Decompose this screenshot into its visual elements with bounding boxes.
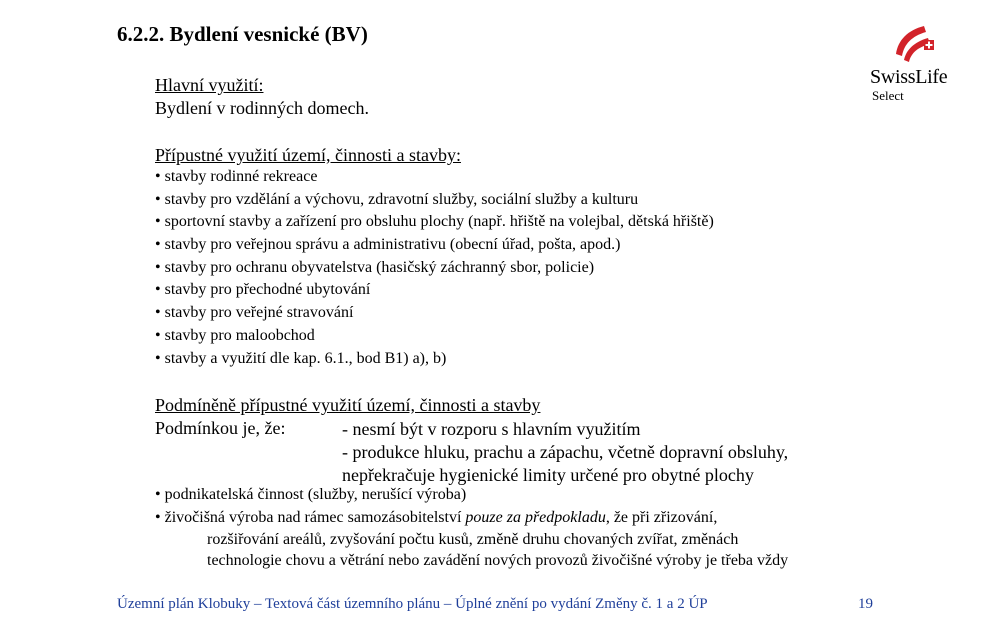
list-item: • stavby pro veřejnou správu a administrativu (obecní úřad, pošta, apod.) — [155, 236, 621, 254]
list-item: • stavby pro přechodné ubytování — [155, 281, 371, 299]
pripustne-title: Přípustné využití území, činnosti a stavby: — [155, 145, 461, 165]
list-item: • stavby pro veřejné stravování — [155, 304, 354, 322]
condition-line: nepřekračuje hygienické limity určené pro obytné plochy — [342, 465, 754, 485]
hlavni-vyuziti-text: Bydlení v rodinných domech. — [155, 98, 369, 118]
list-item: • stavby pro maloobchod — [155, 326, 315, 344]
item-continuation: technologie chovu a větrání nebo zavádění nových provozů živočišné výroby je třeba vždy — [207, 552, 789, 569]
list-item: • sportovní stavby a zařízení pro obsluhu plochy (např. hřiště na volejbal, dětská hřiště) — [155, 213, 714, 231]
logo-sub-text: Select — [872, 88, 904, 103]
page-number: 19 — [858, 596, 873, 612]
list-item: • stavby pro ochranu obyvatelstva (hasičský záchranný sbor, policie) — [155, 258, 595, 276]
condition-line: - produkce hluku, prachu a zápachu, včetně dopravní obsluhy, — [342, 442, 789, 462]
list-item: • stavby pro vzdělání a výchovu, zdravotní služby, sociální služby a kulturu — [155, 190, 639, 208]
list-item: • stavby rodinné rekreace — [155, 168, 318, 185]
swisslife-logo — [864, 22, 964, 106]
swisslife-emblem-icon — [892, 22, 936, 62]
page-footer: Územní plán Klobuky – Textová část územního plánu – Úplné znění po vydání Změny č. 1 a 2 ÚP — [117, 596, 708, 612]
item-emphasis: pouze za předpokladu — [465, 509, 606, 526]
pripustne-list — [155, 166, 714, 370]
item-text: • živočišná výroba nad rámec samozásobitelství — [155, 509, 466, 526]
logo-brand-text: SwissLife — [870, 66, 948, 88]
condition-lines — [342, 418, 788, 487]
list-item-zivocisna — [155, 509, 717, 527]
list-item: • stavby a využití dle kap. 6.1., bod B1) a), b) — [155, 349, 447, 367]
item-text: , že při zřizování, — [605, 509, 718, 526]
list-item: • podnikatelská činnost (služby, nerušící výroba) — [155, 486, 467, 503]
podminene-title: Podmíněně přípustné využití území, činnosti a stavby — [155, 395, 541, 415]
hlavni-vyuziti-title: Hlavní využití: — [155, 75, 264, 95]
item-continuation: rozšiřování areálů, zvyšování počtu kusů, změně druhu chovaných zvířat, změnách — [207, 531, 739, 548]
condition-label: Podmínkou je, že: — [155, 418, 286, 438]
section-heading: 6.2.2. Bydlení vesnické (BV) — [117, 22, 368, 46]
condition-line: - nesmí být v rozporu s hlavním využitím — [342, 419, 641, 439]
